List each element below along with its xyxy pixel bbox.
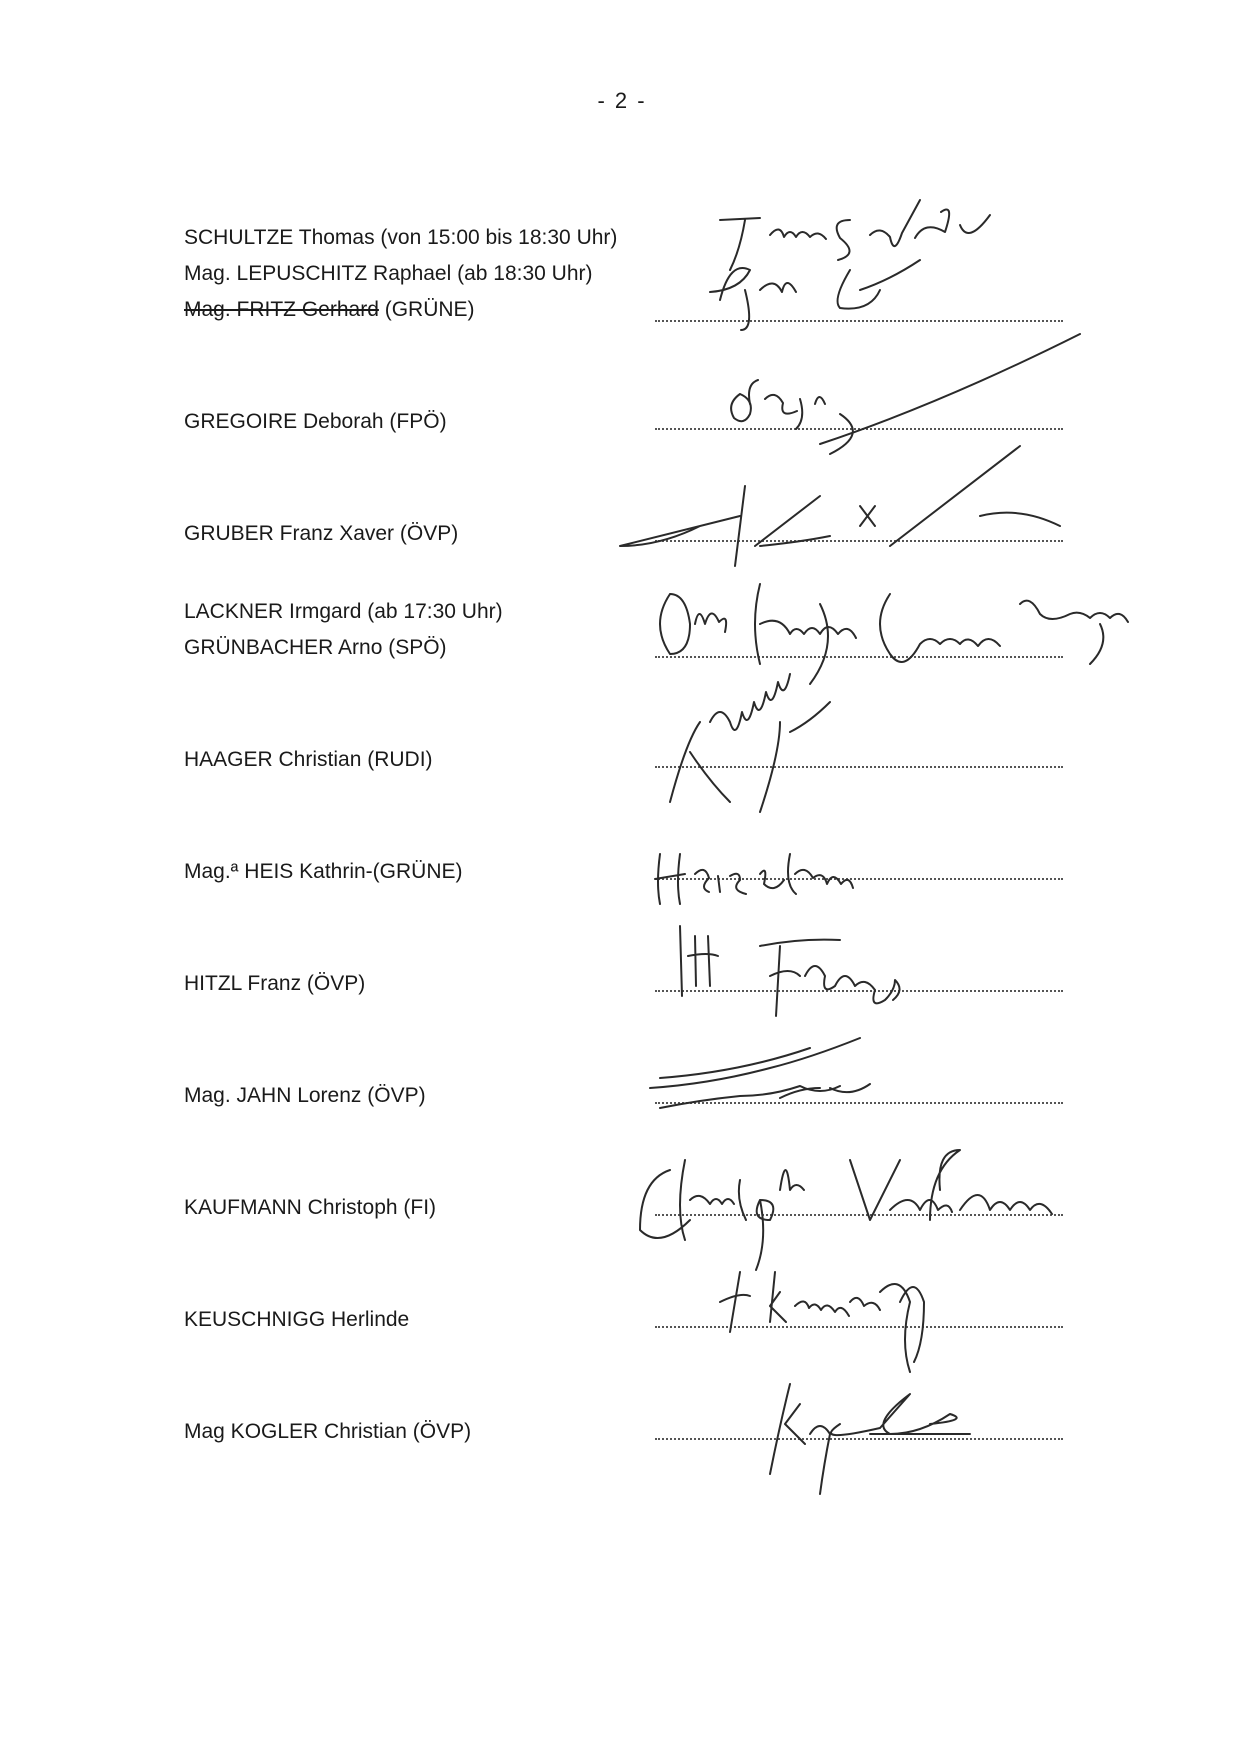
name-line-struck xyxy=(184,292,475,328)
name-line: Mag.ª HEIS Kathrin-(GRÜNE) xyxy=(184,860,463,883)
signature-line xyxy=(655,428,1063,430)
name-line: Mag KOGLER Christian (ÖVP) xyxy=(184,1420,472,1443)
signature-line xyxy=(655,320,1063,322)
signature-line xyxy=(655,656,1063,658)
signature-image xyxy=(600,1354,1240,1494)
signature-image xyxy=(600,906,1240,1046)
signature-line xyxy=(655,1102,1063,1104)
name-line: KEUSCHNIGG Herlinde xyxy=(184,1308,410,1331)
page-number: - 2 - xyxy=(597,88,647,113)
signature-image xyxy=(600,354,1240,494)
signature-line xyxy=(655,766,1063,768)
signature-line xyxy=(655,1438,1063,1440)
name-line: GREGOIRE Deborah (FPÖ) xyxy=(184,410,447,433)
signature-image xyxy=(600,456,1240,596)
signature-image xyxy=(600,190,1240,330)
signature-image xyxy=(600,564,1240,704)
signature-line xyxy=(655,540,1063,542)
signature-line xyxy=(655,1326,1063,1328)
signature-image xyxy=(600,814,1240,954)
name-line: KAUFMANN Christoph (FI) xyxy=(184,1196,437,1219)
name-line: SCHULTZE Thomas (von 15:00 bis 18:30 Uhr) xyxy=(184,226,618,249)
signature-image xyxy=(600,682,1240,822)
name-line: GRUBER Franz Xaver (ÖVP) xyxy=(184,522,459,545)
name-line: Mag. JAHN Lorenz (ÖVP) xyxy=(184,1084,426,1107)
signature-line xyxy=(655,878,1063,880)
name-line: HAAGER Christian (RUDI) xyxy=(184,748,433,771)
signature-image xyxy=(600,1242,1240,1382)
signature-line xyxy=(655,1214,1063,1216)
signature-image xyxy=(600,998,1240,1138)
name-line: GRÜNBACHER Arno (SPÖ) xyxy=(184,636,447,659)
struck-name: Mag. FRITZ Gerhard xyxy=(184,298,379,321)
name-line: Mag. LEPUSCHITZ Raphael (ab 18:30 Uhr) xyxy=(184,262,593,285)
name-line: HITZL Franz (ÖVP) xyxy=(184,972,366,995)
signature-line xyxy=(655,990,1063,992)
party-label: (GRÜNE) xyxy=(378,298,475,321)
signature-image xyxy=(600,1130,1240,1270)
name-line: LACKNER Irmgard (ab 17:30 Uhr) xyxy=(184,600,503,623)
